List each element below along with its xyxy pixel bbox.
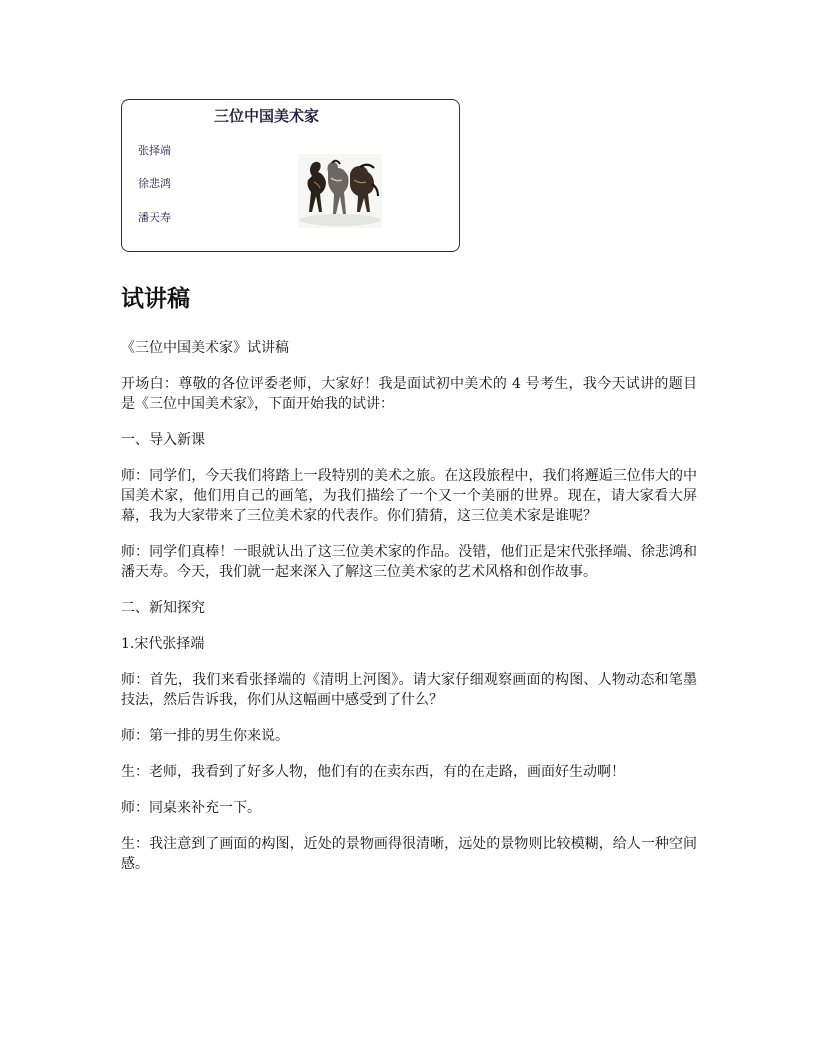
paragraph: 师：第一排的男生你来说。 [121,728,289,744]
paragraph-lesson-title: 《三位中国美术家》试讲稿 [121,340,289,356]
horses-painting-image [298,154,382,228]
slide-title: 三位中国美术家 [214,107,320,125]
paragraph: 师：同桌来补充一下。 [121,800,261,816]
paragraph-opening: 开场白：尊敬的各位评委老师，大家好！我是面试初中美术的 4 号考生，我今天试讲的题目是《三位中国美术家》，下面开始我的试讲： [121,376,697,412]
paragraph: 生：我注意到了画面的构图，近处的景物画得很清晰，远处的景物则比较模糊，给人一种空间感。 [121,836,697,872]
subsection-heading: 1.宋代张择端 [121,636,205,652]
section-heading: 二、新知探究 [121,600,205,616]
section-heading: 一、导入新课 [121,432,205,448]
artist-name: 张择端 [138,144,171,157]
lesson-slide-preview [121,99,460,252]
paragraph: 师：同学们，今天我们将踏上一段特别的美术之旅。在这段旅程中，我们将邂逅三位伟大的中国美术家，他们用自己的画笔，为我们描绘了一个又一个美丽的世界。现在，请大家看大屏幕，我为大家带来了三位美术家的代表作。你们猜猜，这三位美术家是谁呢？ [121,468,697,524]
document-title: 试讲稿 [121,286,190,312]
document-body [121,338,697,890]
artist-name: 徐悲鸿 [138,177,171,190]
paragraph: 师：首先，我们来看张择端的《清明上河图》。请大家仔细观察画面的构图、人物动态和笔墨技法，然后告诉我，你们从这幅画中感受到了什么？ [121,672,697,708]
paragraph: 师：同学们真棒！一眼就认出了这三位美术家的作品。没错，他们正是宋代张择端、徐悲鸿和潘天寿。今天，我们就一起来深入了解这三位美术家的艺术风格和创作故事。 [121,544,697,580]
paragraph: 生：老师，我看到了好多人物，他们有的在卖东西，有的在走路，画面好生动啊！ [121,764,625,780]
artist-name: 潘天寿 [138,211,171,224]
